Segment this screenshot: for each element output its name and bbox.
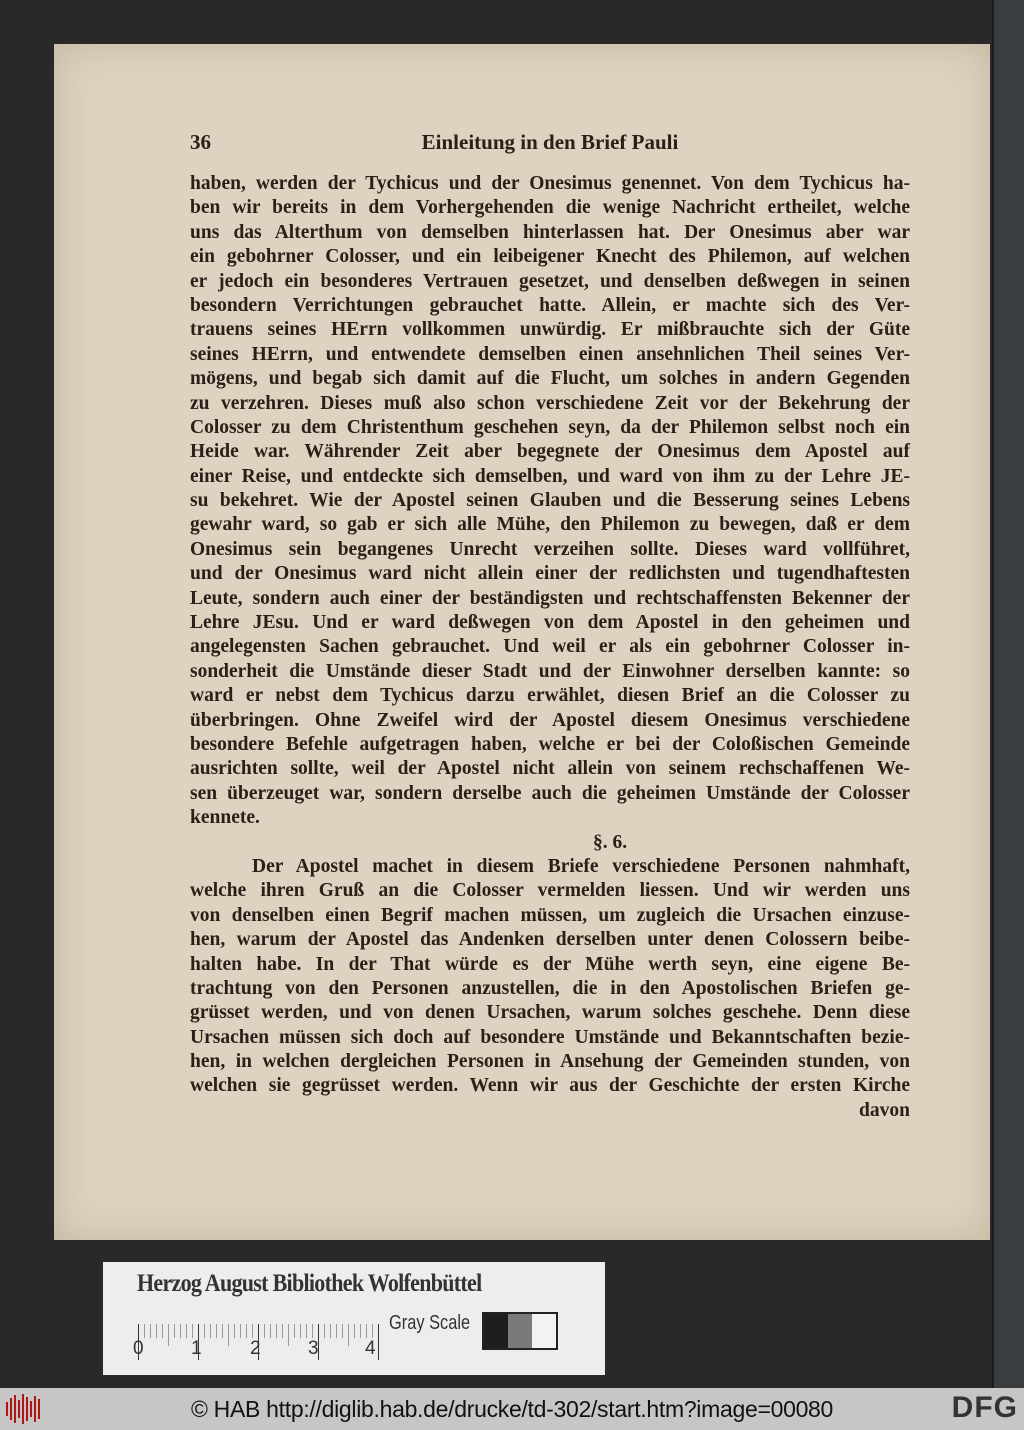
ruler-tick [294,1324,295,1338]
ruler-tick [204,1324,205,1338]
text-line: überbringen. Ohne Zweifel wird der Apostel diesem Onesimus verschiedene [190,709,910,731]
ruler-tick [234,1324,235,1338]
text-line: Onesimus sein begangenes Unrecht verzeihen sollte. Dieses ward vollführet, [190,538,910,560]
text-line: und der Onesimus ward nicht allein einer der redlichsten und tugendhaftesten [190,563,910,585]
ruler-tick [174,1324,175,1338]
library-name: Herzog August Bibliothek Wolfenbüttel [137,1270,482,1297]
catchword: davon [859,1099,910,1121]
dfg-logo: DFG [951,1391,1018,1424]
gray-swatch-cell [508,1314,532,1348]
running-head [190,130,910,156]
gray-scale-label: Gray Scale [389,1312,471,1334]
ruler-tick [162,1324,163,1338]
ruler-tick [252,1324,253,1338]
text-line: su bekehret. Wie der Apostel seinen Glauben und die Besserung seines Lebens [190,490,910,512]
running-title: Einleitung in den Brief Pauli [421,130,679,154]
ruler-tick [246,1324,247,1338]
text-line: sen überzeuget war, sondern derselbe auch die geheimen Umstände der Colosser [190,782,910,804]
ruler-tick [216,1324,217,1338]
ruler-tick [348,1324,349,1346]
page-number: 36 [190,130,211,154]
ruler-tick [300,1324,301,1338]
ruler-tick [270,1324,271,1338]
ruler-tick [168,1324,169,1346]
ruler-tick [336,1324,337,1338]
ruler-tick [330,1324,331,1338]
text-line: sonderheit die Umstände dieser Stadt und der Einwohner derselben kannte: so [190,660,910,682]
text-line: halten habe. In der That würde es der Mühe werth seyn, eine eigene Be- [190,953,910,975]
text-line: welche ihren Gruß an die Colosser vermelden liessen. Und wir werden uns [190,880,910,902]
text-line: hen, in welchen dergleichen Personen in Ansehung der Gemeinden stunden, von [190,1051,910,1073]
text-line: gewahr ward, so gab er sich alle Mühe, den Philemon zu bewegen, daß er dem [190,514,910,536]
ruler-tick [366,1324,367,1338]
ruler-tick [144,1324,145,1338]
ruler-tick [210,1324,211,1338]
ruler-tick [222,1324,223,1338]
scale-number: 2 [250,1338,261,1359]
ruler-tick [282,1324,283,1338]
ruler-tick [372,1324,373,1338]
ruler-tick [228,1324,229,1346]
text-line: grüsset werden, und von denen Ursachen, warum solches geschehe. Denn diese [190,1002,910,1024]
text-line: ben wir bereits in dem Vorhergehenden die wenige Nachricht ertheilet, welche [190,197,910,219]
text-line: Leute, sondern auch einer der beständigsten und rechtschaffensten Bekenner der [190,587,910,609]
ruler-tick [192,1324,193,1338]
copyright-url[interactable]: © HAB http://diglib.hab.de/drucke/td-302/start.htm?image=00080 [190,1396,834,1422]
ruler-tick [306,1324,307,1338]
text-line: mögens, und begab sich damit auf die Flucht, um solches in andern Gegenden [190,368,910,390]
ruler-tick [240,1324,241,1338]
text-line: haben, werden der Tychicus und der Onesimus genennet. Von dem Tychicus ha- [190,173,910,194]
text-line: Lehre JEsu. Und er ward deßwegen von dem Apostel in den geheimen und [190,612,910,634]
book-cover-edge [992,0,1024,1388]
ruler-tick [324,1324,325,1338]
footer-bar [0,1388,1024,1430]
color-reference-card [103,1262,605,1375]
text-line: ein gebohrner Colosser, und ein leibeigener Knecht des Philemon, auf welchen [190,246,910,268]
ruler-tick [180,1324,181,1338]
gray-swatch-cell [484,1314,508,1348]
scale-number: 1 [191,1338,202,1359]
text-line: angelegensten Sachen gebrauchet. Und weil er als ein gebohrner Colosser in- [190,636,910,658]
text-line: zu verzehren. Dieses muß also schon verschiedene Zeit vor der Bekehrung der [190,392,910,414]
text-line: Colosser zu dem Christenthum geschehen seyn, da der Philemon selbst noch ein [190,416,910,438]
ruler-tick [360,1324,361,1338]
ruler-tick [156,1324,157,1338]
gray-swatch-cell [532,1314,556,1348]
scale-number: 3 [308,1338,319,1359]
text-line: welchen sie gegrüsset werden. Wenn wir aus der Geschichte der ersten Kirche [190,1075,910,1097]
ruler-tick [288,1324,289,1346]
section-heading: §. 6. [592,831,628,853]
ruler-tick [186,1324,187,1338]
ruler-tick [354,1324,355,1338]
text-line: hen, warum der Apostel das Andenken derselben unter denen Colossern beibe- [190,929,910,951]
text-line: ward er nebst dem Tychicus darzu erwählet, diesen Brief an die Colosser zu [190,685,910,707]
text-line: uns das Alterthum von demselben hinterlassen hat. Der Onesimus aber war [190,221,910,243]
page-body-text [190,172,910,1123]
text-line: ausrichten sollte, weil der Apostel nicht allein von seinem rechschaffenen We- [190,758,910,780]
text-line: trachtung von den Personen anzustellen, die in den Apostolischen Briefen ge- [190,977,910,999]
gray-scale-swatch [482,1312,558,1350]
text-line: besondere Befehle aufgetragen haben, welche er bei der Coloßischen Gemeinde [190,733,910,755]
text-line: er jedoch ein besonderes Vertrauen gesetzet, und denselben deßwegen in seinen [190,270,910,292]
ruler-tick [378,1324,379,1360]
ruler-tick [276,1324,277,1338]
text-line: besondern Verrichtungen gebrauchet hatte. Allein, er machte sich des Ver- [190,294,910,316]
text-line: von denselben einen Begrif machen müssen, um zugleich die Ursachen einzuse- [190,904,910,926]
ruler-tick [342,1324,343,1338]
text-line: Der Apostel machet in diesem Briefe verschiedene Personen nahmhaft, [252,855,910,877]
scale-number: 4 [365,1338,376,1359]
scale-number: 0 [133,1338,144,1359]
text-line: einer Reise, und entdeckte sich demselben, und ward von ihm zu der Lehre JE- [190,465,910,487]
text-line: seines HErrn, und entwendete demselben einen ansehnlichen Theil seines Ver- [190,343,910,365]
text-line: trauens seines HErrn vollkommen unwürdig. Er mißbrauchte sich der Güte [190,319,910,341]
ruler-tick [312,1324,313,1338]
text-line: kennete. [190,807,260,829]
ruler-tick [264,1324,265,1338]
text-line: Ursachen müssen sich doch auf besondere Umstände und Bekanntschaften bezie- [190,1026,910,1048]
ruler-tick [150,1324,151,1338]
text-line: Heide war. Währender Zeit aber begegnete der Onesimus dem Apostel auf [190,441,910,463]
